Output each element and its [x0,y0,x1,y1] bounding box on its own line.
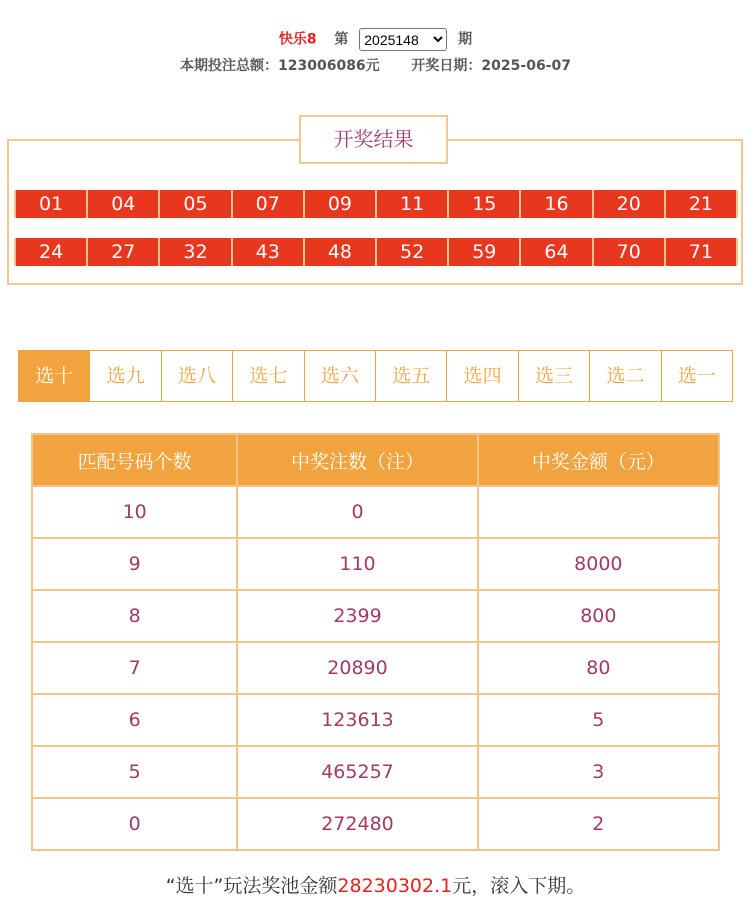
total-bet-value: 123006086元 [278,58,380,74]
prize-amount-cell: 3 [478,746,719,798]
prize-table [31,433,720,851]
number-ball: 24 [14,238,88,266]
table-header-row [32,434,719,486]
issue-prefix: 第 [334,31,349,48]
header-prize-amount: 中奖金额（元） [478,434,719,486]
tab-7[interactable]: 选四 [447,351,518,401]
tab-9[interactable]: 选二 [590,351,661,401]
match-count-cell: 5 [32,746,237,798]
table-row [32,798,719,850]
pool-prefix: “选十”玩法奖池金额 [165,875,338,897]
tab-4[interactable]: 选七 [233,351,304,401]
number-ball: 70 [594,238,666,266]
issue-select[interactable] [359,28,447,51]
number-ball: 01 [14,190,88,218]
tab-6[interactable]: 选五 [376,351,447,401]
draw-date-value: 2025-06-07 [481,58,571,74]
pool-info [0,871,751,898]
pool-amount: 28230302.1 [337,875,453,897]
prize-amount-cell: 80 [478,642,719,694]
match-count-cell: 8 [32,590,237,642]
prize-amount-cell: 2 [478,798,719,850]
winning-bets-cell: 2399 [237,590,477,642]
tab-2[interactable]: 选九 [90,351,161,401]
table-row [32,590,719,642]
number-ball: 15 [449,190,521,218]
game-name: 快乐8 [278,31,317,48]
number-ball: 52 [377,238,449,266]
number-ball: 04 [88,190,160,218]
match-count-cell: 0 [32,798,237,850]
number-ball: 71 [666,238,738,266]
winning-bets-cell: 272480 [237,798,477,850]
number-ball: 09 [305,190,377,218]
prize-amount-cell: 8000 [478,538,719,590]
number-ball: 48 [305,238,377,266]
prize-amount-cell: 800 [478,590,719,642]
number-ball: 16 [521,190,593,218]
table-row [32,538,719,590]
number-ball: 20 [594,190,666,218]
number-ball: 64 [521,238,593,266]
winning-bets-cell: 20890 [237,642,477,694]
match-count-cell: 10 [32,486,237,538]
number-ball: 07 [233,190,305,218]
number-ball: 59 [449,238,521,266]
tab-5[interactable]: 选六 [305,351,376,401]
table-row [32,746,719,798]
match-count-cell: 7 [32,642,237,694]
tab-10[interactable]: 选一 [662,351,732,401]
number-ball: 05 [160,190,232,218]
ball-row-1 [14,190,738,218]
tab-3[interactable]: 选八 [162,351,233,401]
pool-suffix: 元，滚入下期。 [452,875,586,897]
draw-info [0,55,751,75]
match-count-cell: 9 [32,538,237,590]
play-type-tabs [18,350,733,402]
tab-1[interactable]: 选十 [19,351,90,401]
winning-bets-cell: 0 [237,486,477,538]
table-row [32,694,719,746]
total-bet-label: 本期投注总额： [180,58,278,74]
number-ball: 11 [377,190,449,218]
ball-row-2 [14,238,738,266]
number-ball: 27 [88,238,160,266]
prize-amount-cell [478,486,719,538]
winning-bets-cell: 465257 [237,746,477,798]
winning-bets-cell: 123613 [237,694,477,746]
number-ball: 21 [666,190,738,218]
issue-suffix: 期 [458,31,473,48]
results-title: 开奖结果 [299,115,448,164]
winning-bets-cell: 110 [237,538,477,590]
number-ball: 32 [160,238,232,266]
table-row [32,642,719,694]
prize-amount-cell: 5 [478,694,719,746]
header-winning-bets: 中奖注数（注） [237,434,477,486]
tab-8[interactable]: 选三 [519,351,590,401]
header-match-count: 匹配号码个数 [32,434,237,486]
draw-date-label: 开奖日期： [411,58,482,74]
table-row [32,486,719,538]
number-ball: 43 [233,238,305,266]
issue-header [0,28,751,51]
match-count-cell: 6 [32,694,237,746]
